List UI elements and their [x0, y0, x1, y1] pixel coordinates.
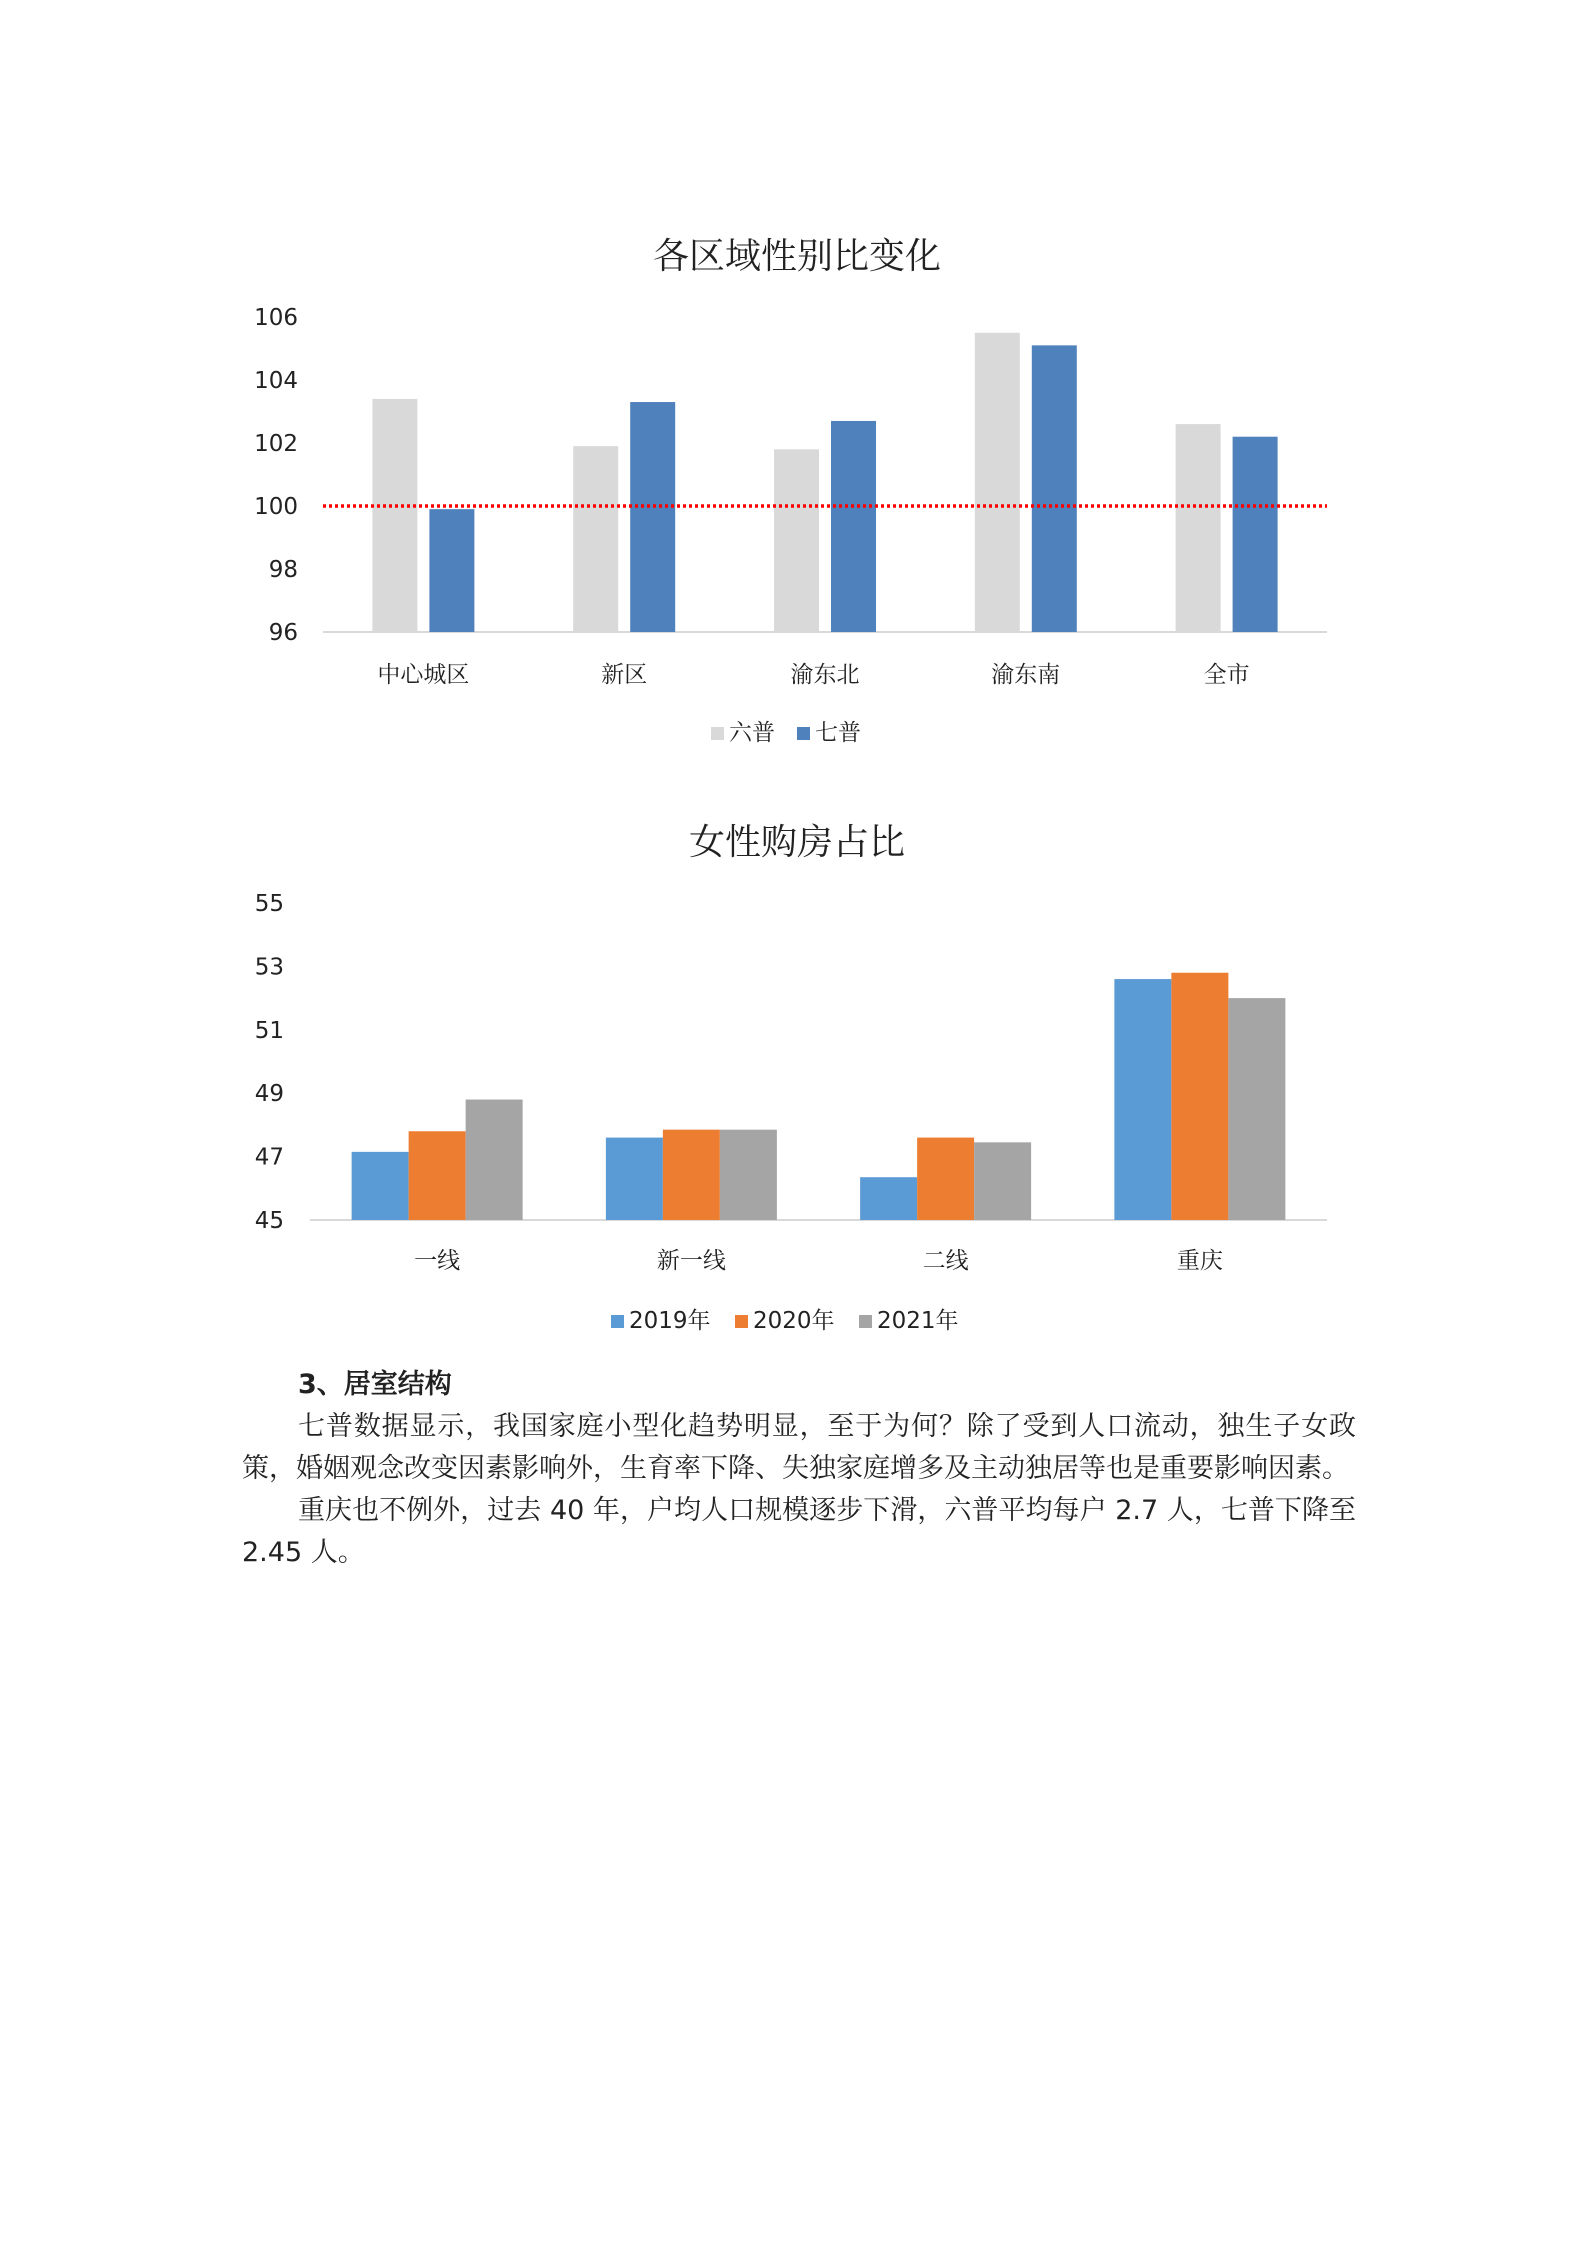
bar-2020年: [1171, 973, 1228, 1220]
legend-label: 2020年: [753, 1308, 835, 1334]
legend-label: 2021年: [877, 1308, 959, 1334]
y-tick-label: 104: [254, 368, 298, 394]
x-category-label: 新区: [601, 662, 648, 688]
bar-六普: [573, 446, 618, 632]
chart-title: 女性购房占比: [688, 822, 906, 863]
legend-swatch: [611, 1315, 624, 1328]
bar-2019年: [860, 1177, 917, 1220]
x-category-label: 中心城区: [377, 662, 470, 688]
legend-label: 2019年: [629, 1308, 711, 1334]
y-tick-label: 53: [254, 954, 284, 981]
legend-swatch: [735, 1315, 748, 1328]
bar-七普: [630, 402, 675, 632]
y-tick-label: 100: [254, 494, 298, 520]
paragraph: 七普数据显示，我国家庭小型化趋势明显，至于为何？除了受到人口流动，独生子女政策，婚姻观念改变因素影响外，生育率下降、失独家庭增多及主动独居等也是重要影响因素。: [242, 1411, 1356, 1484]
chart-title: 各区域性别比变化: [652, 236, 942, 277]
x-category-label: 新一线: [656, 1248, 726, 1274]
y-tick-label: 55: [254, 891, 284, 917]
bar-七普: [429, 509, 474, 632]
bar-六普: [975, 333, 1020, 632]
bar-七普: [1233, 437, 1278, 632]
bar-六普: [1176, 424, 1221, 632]
bar-2019年: [1114, 979, 1171, 1220]
bar-六普: [372, 399, 417, 632]
y-tick-label: 45: [254, 1208, 284, 1234]
legend-swatch: [711, 727, 724, 740]
paragraph: 重庆也不例外，过去 40 年，户均人口规模逐步下滑，六普平均每户 2.7 人，七普下降至 2.45 人。: [242, 1495, 1356, 1568]
bar-2019年: [606, 1138, 663, 1220]
legend-label: 六普: [729, 720, 775, 746]
bar-2020年: [663, 1130, 720, 1220]
x-category-label: 一线: [414, 1248, 461, 1274]
y-tick-label: 49: [254, 1081, 284, 1108]
bar-六普: [774, 449, 819, 632]
y-tick-label: 47: [254, 1144, 284, 1171]
bar-2021年: [720, 1130, 777, 1220]
y-tick-label: 51: [254, 1017, 284, 1044]
x-category-label: 渝东南: [991, 662, 1061, 688]
legend-label: 七普: [815, 720, 861, 746]
bar-七普: [1032, 345, 1077, 632]
bar-2020年: [409, 1131, 466, 1220]
legend-swatch: [859, 1315, 872, 1328]
bar-七普: [831, 421, 876, 632]
bar-2019年: [352, 1152, 409, 1220]
y-tick-label: 102: [254, 431, 298, 457]
article-text: [242, 1364, 1356, 1574]
x-category-label: 二线: [922, 1248, 969, 1274]
y-tick-label: 96: [268, 620, 298, 646]
bar-2021年: [466, 1100, 523, 1220]
bar-2020年: [917, 1138, 974, 1220]
x-category-label: 渝东北: [790, 662, 860, 688]
x-category-label: 重庆: [1176, 1248, 1223, 1274]
section-heading: 3、居室结构: [298, 1369, 452, 1400]
y-tick-label: 106: [254, 305, 298, 331]
bar-2021年: [1228, 998, 1285, 1220]
legend-swatch: [797, 727, 810, 740]
x-category-label: 全市: [1203, 662, 1250, 688]
bar-2021年: [974, 1142, 1031, 1220]
y-tick-label: 98: [268, 557, 298, 583]
